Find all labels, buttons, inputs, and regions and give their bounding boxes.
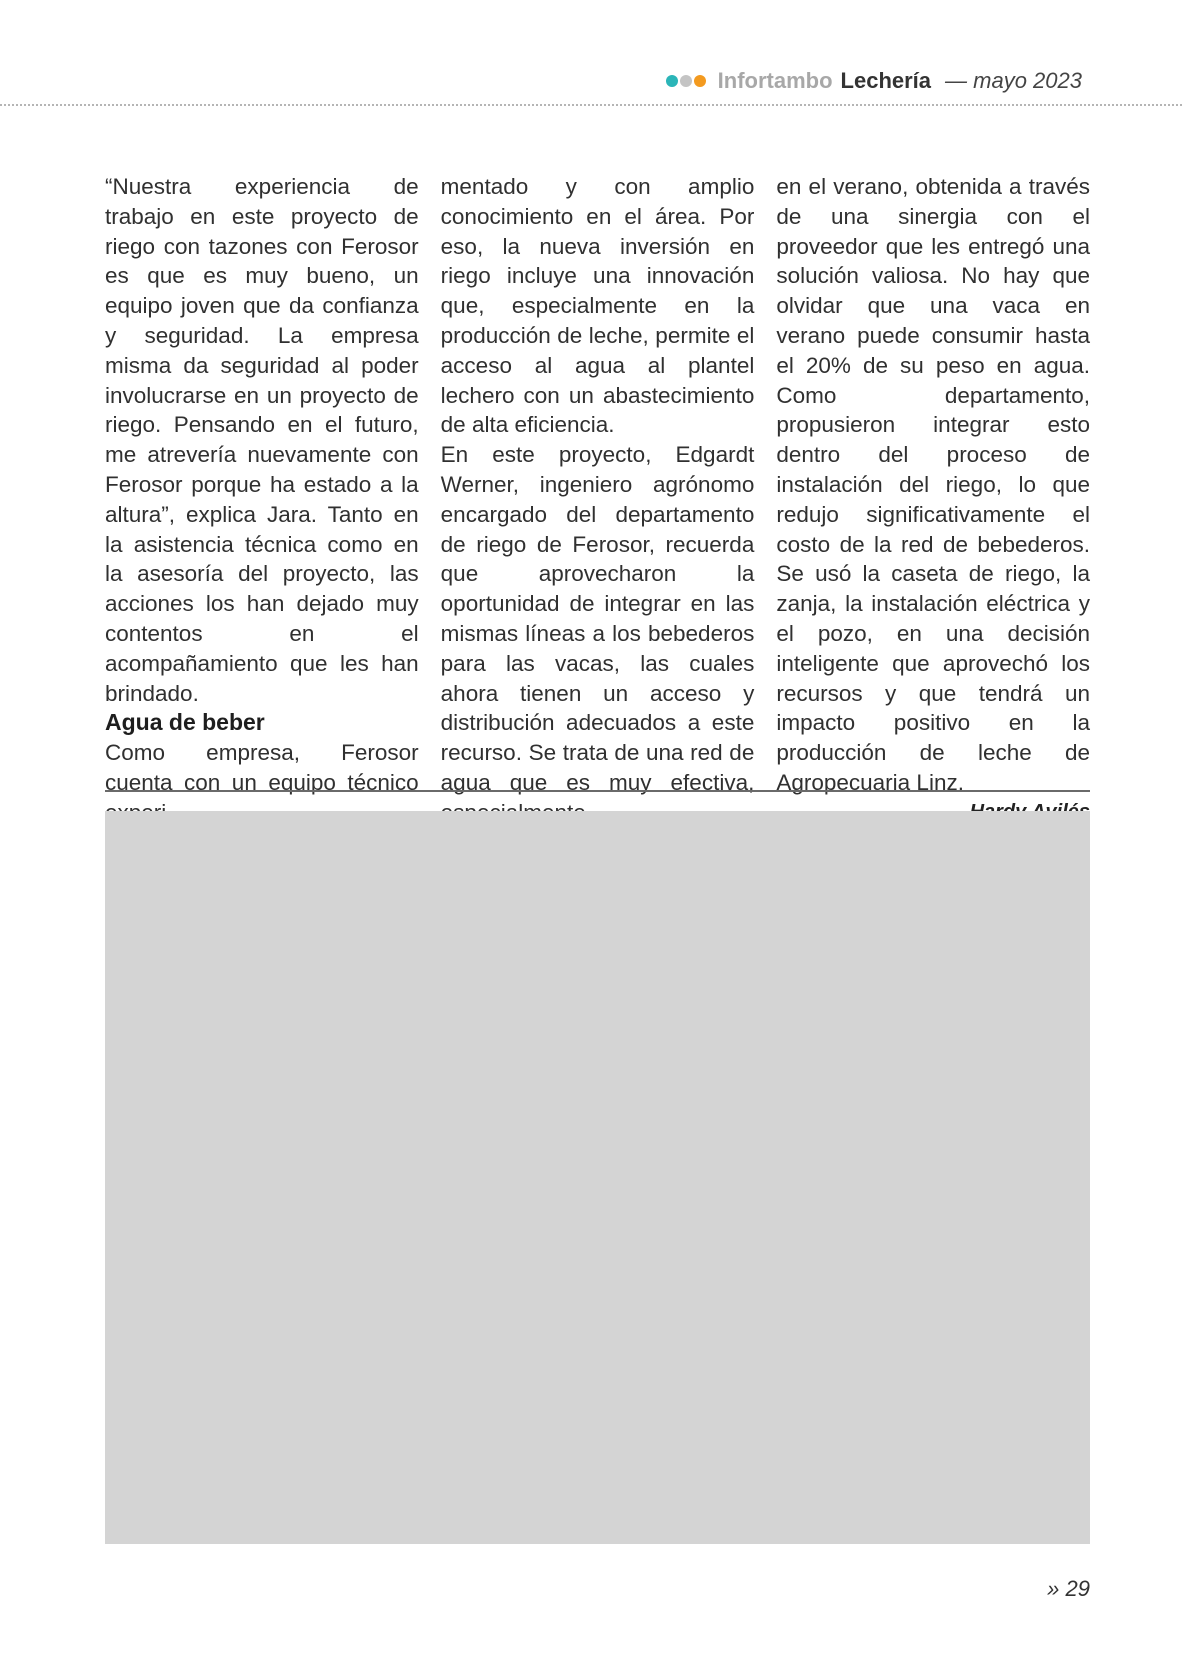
orange-dot-icon bbox=[694, 75, 706, 87]
photo-placeholder bbox=[105, 811, 1090, 1544]
article-column-3 bbox=[776, 172, 1091, 795]
paragraph: En este proyecto, Edgardt Werner, ingeniero agrónomo encargado del departamento de riego de Ferosor, recuerda que aprovecharon la oportunidad de integrar en las mismas líneas a los bebederos para las vacas, las cuales ahora tienen un acceso y distribución adecuados a este recurso. Se trata de una red de agua que es muy efectiva, bbox=[440, 442, 755, 795]
brand-name-light: Infortambo bbox=[717, 68, 833, 93]
paragraph: Como empresa, Ferosor cuenta con un equipo técnico bbox=[105, 740, 419, 795]
page-number: » 29 bbox=[1047, 1576, 1090, 1601]
gray-dot-icon bbox=[680, 75, 692, 87]
paragraph: en el verano, obtenida a través de una sinergia con el proveedor que les entregó una solución valiosa. No hay que olvidar que una vaca en verano puede consumir hasta el 20% de su peso en agua. Como departamento, propusieron integrar esto dentro del proceso de instalación del riego, lo que redujo significativamente el costo de la red de bebederos. Se usó la caseta de riego, la zanja, la instalación eléctrica y el pozo, en una decisión inteligente que aprovechó los recursos y que tendrá un impacto positivo en la producción de leche de Agropecuaria Linz. bbox=[776, 174, 1091, 795]
page-header bbox=[666, 70, 1082, 92]
brand-name-dark: Lechería bbox=[840, 68, 932, 93]
paragraph: mentado y con amplio conocimiento en el área. Por eso, la nueva inversión en riego incluye una innovación que, especialmente en la producción de leche, permite el acceso al agua al plantel lechero con un abastecimiento de alta eficiencia. bbox=[440, 174, 755, 438]
article-column-2 bbox=[440, 172, 755, 795]
teal-dot-icon bbox=[666, 75, 678, 87]
article-column-1 bbox=[105, 172, 419, 795]
paragraph: “Nuestra experiencia de trabajo en este proyecto de riego con tazones con Ferosor es que es muy bueno, un equipo joven que da confianza y seguridad. La empresa misma da seguridad al poder involucrarse en un proyecto de riego. Pensando en el futuro, me atrevería nuevamente con Ferosor porque ha estado a la altura”, explica Jara. Tanto en la asistencia técnica como en la asesoría del proyecto, las acciones los han dejado muy contentos en el acompañamiento que les han brindado. bbox=[105, 174, 419, 706]
content-divider bbox=[105, 790, 1090, 792]
header-divider bbox=[0, 104, 1182, 106]
article-body bbox=[105, 172, 1091, 795]
issue-date: — mayo 2023 bbox=[945, 68, 1082, 93]
brand-dots-icon bbox=[666, 75, 706, 87]
section-heading: Agua de beber bbox=[105, 709, 265, 736]
